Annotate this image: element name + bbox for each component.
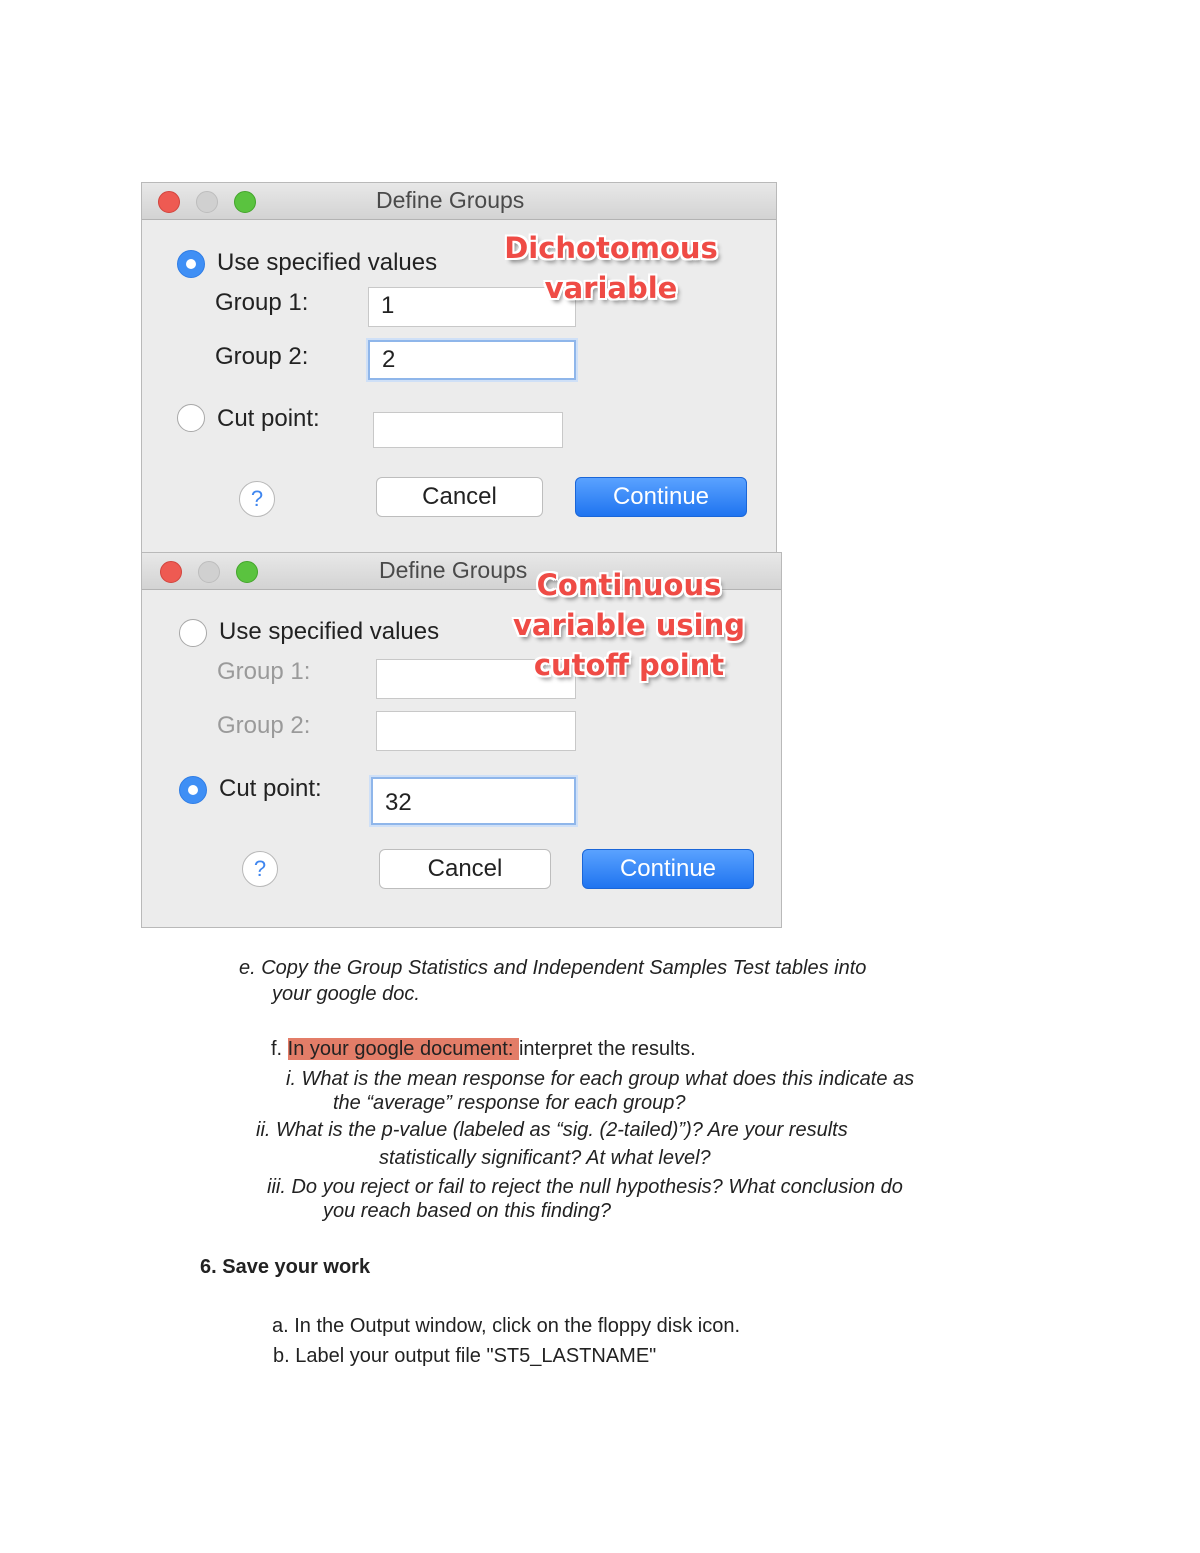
step-iii-line2: you reach based on this finding? [323,1200,611,1222]
use-specified-values-label: Use specified values [219,618,440,645]
define-groups-dialog-specified [141,182,777,554]
group2-label: Group 2: [217,712,311,739]
cut-point-input[interactable]: 32 [371,777,576,825]
define-groups-screenshot [141,182,782,928]
zoom-window-button[interactable] [236,561,258,583]
step-f-highlight: In your google document: [287,1038,519,1060]
continue-button[interactable]: Continue [582,849,754,889]
cut-point-input[interactable] [373,412,563,448]
continue-button[interactable]: Continue [575,477,747,517]
cut-point-radio[interactable] [177,404,205,432]
dialog-title: Define Groups [379,557,528,583]
annotation-line: Continuous [536,568,722,602]
annotation-line: variable using [513,608,745,642]
minimize-window-button[interactable] [198,561,220,583]
zoom-window-button[interactable] [234,191,256,213]
help-icon[interactable]: ? [239,481,275,517]
step-6-number: 6. [200,1256,223,1278]
step-ii-line2: statistically significant? At what level? [379,1147,711,1169]
annotation-line: Dichotomous [504,231,718,265]
dialog-titlebar [142,183,776,220]
help-icon[interactable]: ? [242,851,278,887]
step-f-prefix: f. [271,1038,288,1060]
dialog-title: Define Groups [376,187,525,213]
group1-input[interactable]: 1 [368,287,576,327]
cut-point-label: Cut point: [219,775,322,802]
step-b-line: b. Label your output file "ST5_LASTNAME" [273,1345,657,1367]
use-specified-values-label: Use specified values [217,249,438,276]
cut-point-label: Cut point: [217,405,320,432]
cancel-button[interactable]: Cancel [376,477,543,517]
use-specified-values-radio[interactable] [179,619,207,647]
step-i-line1: i. What is the mean response for each group what does this indicate as [286,1068,915,1090]
annotation-line: cutoff point [533,648,725,682]
step-f [271,1038,696,1061]
close-window-button[interactable] [158,191,180,213]
group2-label: Group 2: [215,343,309,370]
use-specified-values-radio[interactable] [177,250,205,278]
step-a-line: a. In the Output window, click on the floppy disk icon. [272,1315,741,1337]
group2-input[interactable]: 2 [368,340,576,380]
step-iii-line1: iii. Do you reject or fail to reject the null hypothesis? What conclusion do [267,1176,903,1198]
annotation-line: variable [544,271,678,305]
step-6-heading [200,1256,370,1279]
group1-label: Group 1: [215,289,309,316]
continuous-annotation [506,565,752,685]
step-e-line1: e. Copy the Group Statistics and Independent Samples Test tables into [239,957,867,979]
cut-point-radio[interactable] [179,776,207,804]
step-6-title: Save your work [222,1256,371,1278]
step-i-line2: the “average” response for each group? [333,1092,686,1114]
define-groups-dialog-cut-point [141,552,782,928]
group2-input[interactable] [376,711,576,751]
dichotomous-annotation [500,228,722,308]
minimize-window-button[interactable] [196,191,218,213]
cancel-button[interactable]: Cancel [379,849,551,889]
step-f-rest: interpret the results. [518,1038,696,1060]
close-window-button[interactable] [160,561,182,583]
group1-label: Group 1: [217,658,311,685]
step-ii-line1: ii. What is the p-value (labeled as “sig. (2-tailed)”)? Are your results [256,1119,848,1141]
step-e-line2: your google doc. [272,983,420,1005]
